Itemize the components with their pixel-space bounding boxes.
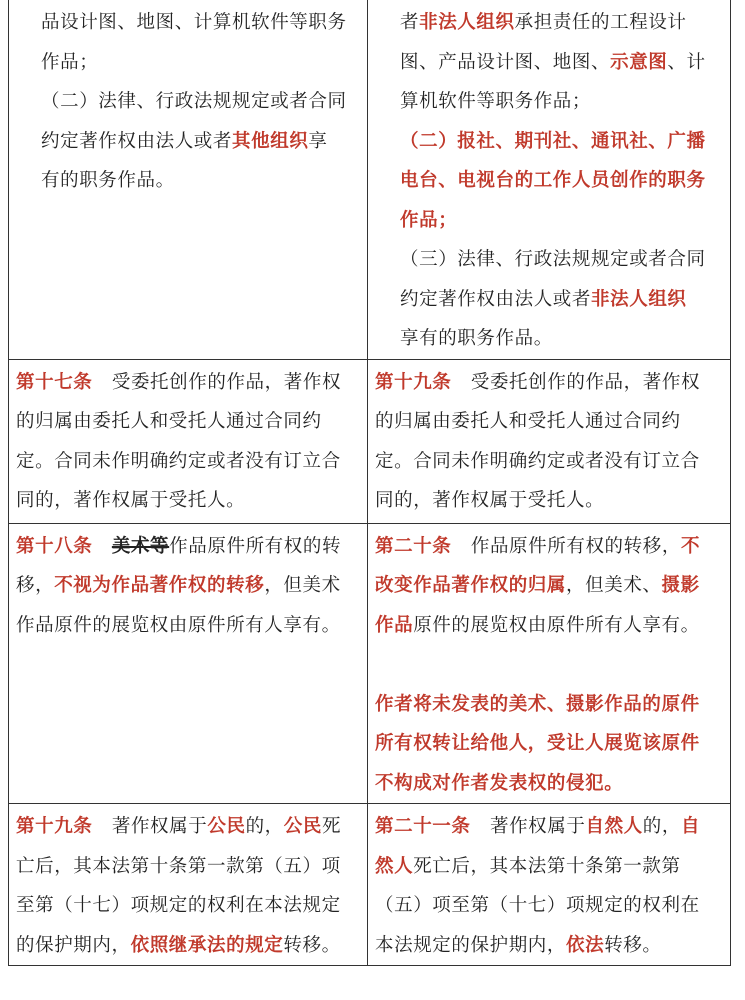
highlight-line: [375, 201, 724, 241]
text-line: [375, 566, 724, 606]
text-line: [375, 606, 724, 646]
paragraph-gap: [375, 645, 724, 685]
text-segment: 定。合同未作明确约定或者没有订立合: [16, 450, 341, 472]
highlight-text: 改变作品著作权的归属: [375, 575, 567, 596]
text-segment: 移，: [16, 575, 55, 596]
text-segment: 作品原件所有权的转: [169, 535, 342, 557]
text-segment: （五）项至第（十七）项规定的权利在: [375, 895, 700, 916]
text-segment: ，但美术: [264, 575, 341, 596]
text-segment: 的归属由委托人和受托人通过合同约: [16, 411, 322, 432]
text-segment: 受委托创作的作品，著作权: [111, 371, 342, 393]
text-segment: 的，: [642, 816, 681, 837]
article-number: 第二十条: [375, 535, 452, 557]
old-law-cell: [9, 359, 368, 523]
highlight-line: [375, 122, 724, 162]
text-segment: 承担责任的工程设计: [514, 12, 687, 33]
text-line: [375, 847, 724, 887]
text-line: [375, 807, 724, 847]
text-segment: 至第（十七）项规定的权利在本法规定: [16, 895, 341, 916]
text-line: [375, 442, 724, 482]
new-law-cell: [368, 523, 731, 804]
text-segment: 原件的展览权由原件所有人享有。: [413, 614, 700, 636]
text-line: [16, 886, 361, 926]
highlight-text: 然人: [375, 855, 414, 877]
text-line: [375, 402, 724, 442]
text-segment: 的归属由委托人和受托人通过合同约: [375, 411, 681, 432]
text-segment: 死亡后，其本法第十条第一款第: [413, 855, 681, 877]
text-segment: 、计: [667, 51, 706, 73]
struck-text: 美术等: [111, 535, 170, 557]
text-segment: 享: [308, 130, 328, 152]
table-row: [9, 359, 731, 523]
text-line: [16, 527, 361, 567]
text-line: [16, 402, 361, 442]
article-number: 第二十一条: [375, 816, 471, 837]
text-segment: 受委托创作的作品，著作权: [470, 371, 701, 393]
text-line: [16, 43, 361, 83]
text-segment: 同的，著作权属于受托人。: [375, 490, 605, 511]
highlight-line: [375, 724, 724, 764]
highlight-text: 依法: [566, 934, 605, 956]
text-line: [16, 3, 361, 43]
text-segment: 转移。: [283, 934, 341, 956]
text-segment: 的，: [245, 816, 284, 837]
highlight-text: 自然人: [585, 816, 643, 837]
text-segment: 作品；: [41, 51, 99, 73]
highlight-text: 公民: [207, 816, 246, 837]
text-segment: 品设计图、地图、计算机软件等职务: [41, 12, 347, 33]
text-line: [375, 43, 724, 83]
highlight-text: 不视为作品著作权的转移: [54, 575, 265, 596]
text-line: [375, 527, 724, 567]
text-line: [16, 161, 361, 201]
highlight-text: 其他组织: [232, 130, 309, 152]
text-segment: 著作权属于: [489, 816, 586, 837]
text-segment: 作品；: [400, 209, 458, 231]
text-line: [16, 122, 361, 162]
text-segment: 著作权属于: [111, 816, 208, 837]
text-segment: 约定著作权由法人或者: [41, 130, 233, 152]
new-law-cell: [368, 359, 731, 523]
text-segment: 的保护期内，: [16, 934, 131, 956]
text-segment: 所有权转让给他人，受让人展览该原件: [375, 733, 700, 754]
text-segment: 者: [400, 12, 420, 33]
text-segment: （三）法律、行政法规规定或者合同: [400, 249, 706, 270]
text-segment: 作者将未发表的美术、摄影作品的原件: [375, 693, 700, 715]
text-segment: 同的，著作权属于受托人。: [16, 490, 246, 511]
article-number: 第十九条: [375, 371, 452, 393]
old-law-cell: [9, 0, 368, 359]
text-segment: 约定著作权由法人或者: [400, 288, 592, 310]
highlight-text: 摄影: [661, 575, 700, 596]
text-line: [16, 481, 361, 521]
text-line: [375, 926, 724, 966]
text-segment: 作品原件的展览权由原件所有人享有。: [16, 614, 341, 636]
table-row: [9, 0, 731, 359]
highlight-text: 依照继承法的规定: [130, 934, 284, 956]
article-number: 第十七条: [16, 371, 93, 393]
text-line: [16, 807, 361, 847]
text-line: [16, 566, 361, 606]
text-segment: 定。合同未作明确约定或者没有订立合: [375, 450, 700, 472]
highlight-line: [375, 764, 724, 804]
article-number: 第十八条: [16, 535, 93, 557]
text-segment: （二）报社、期刊社、通讯社、广播: [400, 130, 706, 152]
highlight-text: 作品: [375, 614, 414, 636]
highlight-text: 自: [681, 816, 701, 837]
text-line: [16, 606, 361, 646]
table-row: [9, 804, 731, 966]
text-segment: 亡后，其本法第十条第一款第（五）项: [16, 855, 341, 877]
highlight-text: 不: [680, 535, 701, 557]
text-segment: 图、产品设计图、地图、: [400, 51, 611, 73]
text-line: [375, 481, 724, 521]
text-line: [375, 886, 724, 926]
old-law-cell: [9, 804, 368, 966]
text-line: [375, 240, 724, 280]
highlight-line: [375, 685, 724, 725]
highlight-text: 非法人组织: [419, 12, 515, 33]
text-segment: 本法规定的保护期内，: [375, 934, 567, 956]
text-segment: 享有的职务作品。: [400, 328, 553, 349]
text-line: [16, 82, 361, 122]
highlight-text: 公民: [283, 816, 322, 837]
text-segment: ，但美术、: [566, 575, 662, 596]
text-line: [16, 363, 361, 403]
highlight-text: 示意图: [610, 51, 668, 73]
highlight-text: 非法人组织: [591, 288, 687, 310]
text-line: [375, 3, 724, 43]
highlight-line: [375, 161, 724, 201]
text-segment: 作品原件所有权的转移，: [470, 535, 681, 557]
text-line: [375, 82, 724, 122]
text-segment: 有的职务作品。: [41, 170, 175, 191]
new-law-cell: [368, 804, 731, 966]
text-line: [16, 926, 361, 966]
old-law-cell: [9, 523, 368, 804]
text-segment: （二）法律、行政法规规定或者合同: [41, 91, 347, 112]
text-line: [16, 442, 361, 482]
law-comparison-table: [8, 0, 731, 966]
text-segment: 算机软件等职务作品；: [400, 91, 592, 112]
text-segment: 死: [321, 816, 342, 837]
text-line: [375, 280, 724, 320]
new-law-cell: [368, 0, 731, 359]
text-line: [375, 363, 724, 403]
text-segment: 不构成对作者发表权的侵犯。: [375, 772, 624, 794]
table-row: [9, 523, 731, 804]
text-segment: 转移。: [604, 934, 662, 956]
text-segment: 电台、电视台的工作人员创作的职务: [400, 170, 706, 191]
article-number: 第十九条: [16, 816, 93, 837]
text-line: [375, 319, 724, 359]
text-line: [16, 847, 361, 887]
